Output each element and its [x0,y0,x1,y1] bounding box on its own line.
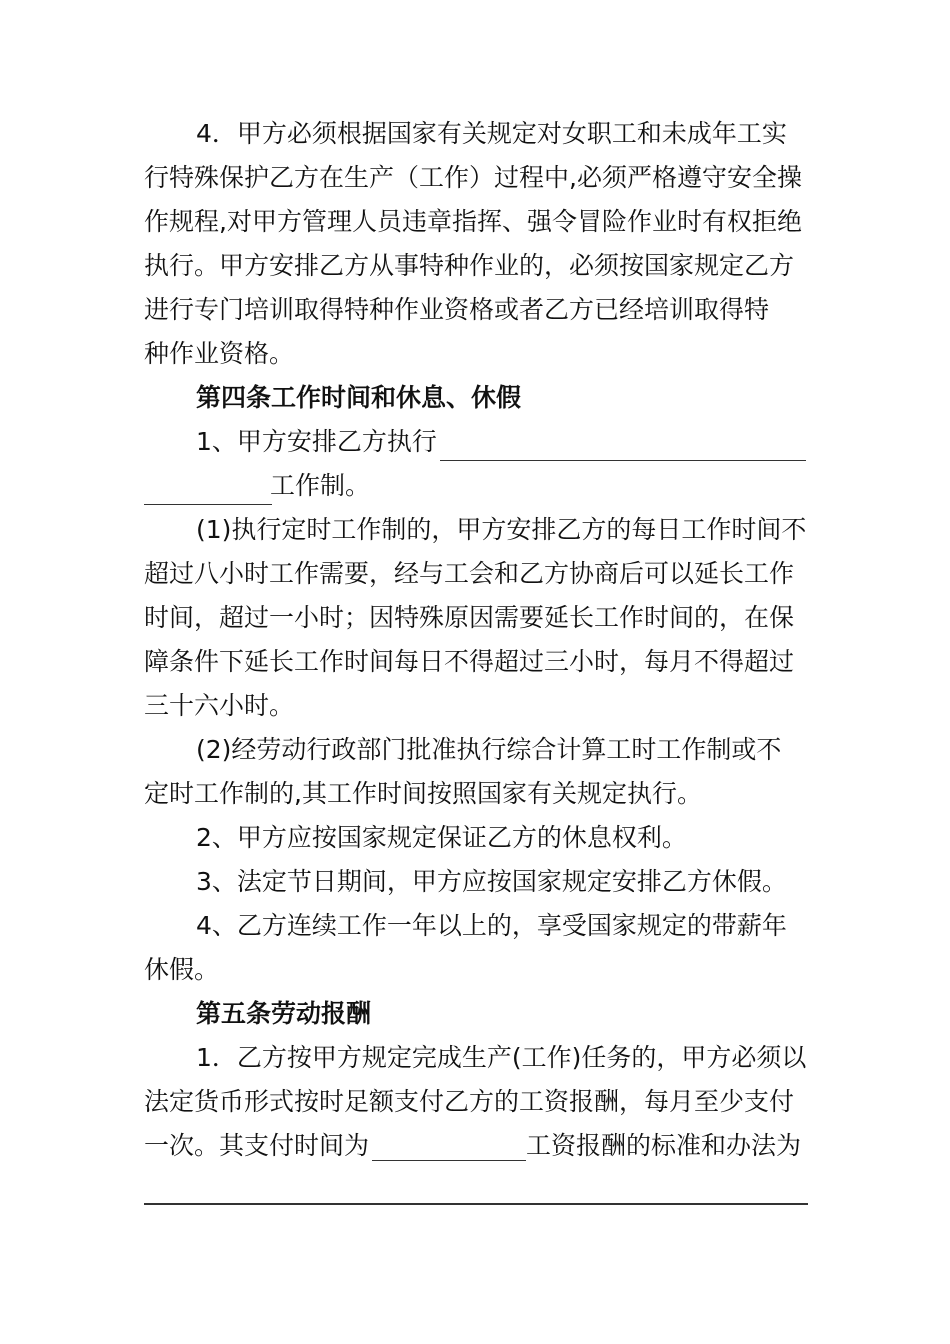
paragraph-line: 进行专门培训取得特种作业资格或者乙方已经培训取得特 [144,295,770,324]
paragraph-line: 工资报酬的标准和办法为 [526,1131,802,1160]
paragraph-line: 一次。其支付时间为 [144,1131,370,1160]
paragraph-line: 障条件下延长工作时间每日不得超过三小时，每月不得超过 [144,647,795,676]
paragraph-line: 1．乙方按甲方规定完成生产(工作)任务的，甲方必须以 [196,1043,807,1072]
paragraph-line: 超过八小时工作需要，经与工会和乙方协商后可以延长工作 [144,559,795,588]
section-heading: 第五条劳动报酬 [196,999,372,1028]
paragraph-line: 行特殊保护乙方在生产（工作）过程中,必须严格遵守安全操 [144,163,802,192]
paragraph-line: (1)执行定时工作制的，甲方安排乙方的每日工作时间不 [196,515,807,544]
paragraph-line: 执行。甲方安排乙方从事特种作业的，必须按国家规定乙方 [144,251,795,280]
paragraph-line: 法定货币形式按时足额支付乙方的工资报酬，每月至少支付 [144,1087,795,1116]
blank-underline [372,1160,526,1161]
paragraph-line: 4．甲方必须根据国家有关规定对女职工和未成年工实 [196,119,787,148]
paragraph-line: 时间，超过一小时；因特殊原因需要延长工作时间的，在保 [144,603,795,632]
paragraph-line: 定时工作制的,其工作时间按照国家有关规定执行。 [144,779,702,808]
paragraph-line: (2)经劳动行政部门批准执行综合计算工时工作制或不 [196,735,782,764]
blank-underline [144,504,272,505]
section-heading: 第四条工作时间和休息、休假 [196,383,522,412]
item-line: 1、甲方安排乙方执行 [196,427,437,456]
blank-underline [144,1203,808,1205]
item-line: 3、法定节日期间，甲方应按国家规定安排乙方休假。 [196,867,787,896]
item-line: 4、乙方连续工作一年以上的，享受国家规定的带薪年 [196,911,787,940]
paragraph-line: 作规程,对甲方管理人员违章指挥、强令冒险作业时有权拒绝 [144,207,802,236]
blank-underline [440,460,806,461]
paragraph-line: 三十六小时。 [144,691,295,720]
item-line: 2、甲方应按国家规定保证乙方的休息权利。 [196,823,687,852]
item-line: 工作制。 [270,471,371,500]
item-line: 休假。 [144,955,220,984]
paragraph-line: 种作业资格。 [144,339,295,368]
